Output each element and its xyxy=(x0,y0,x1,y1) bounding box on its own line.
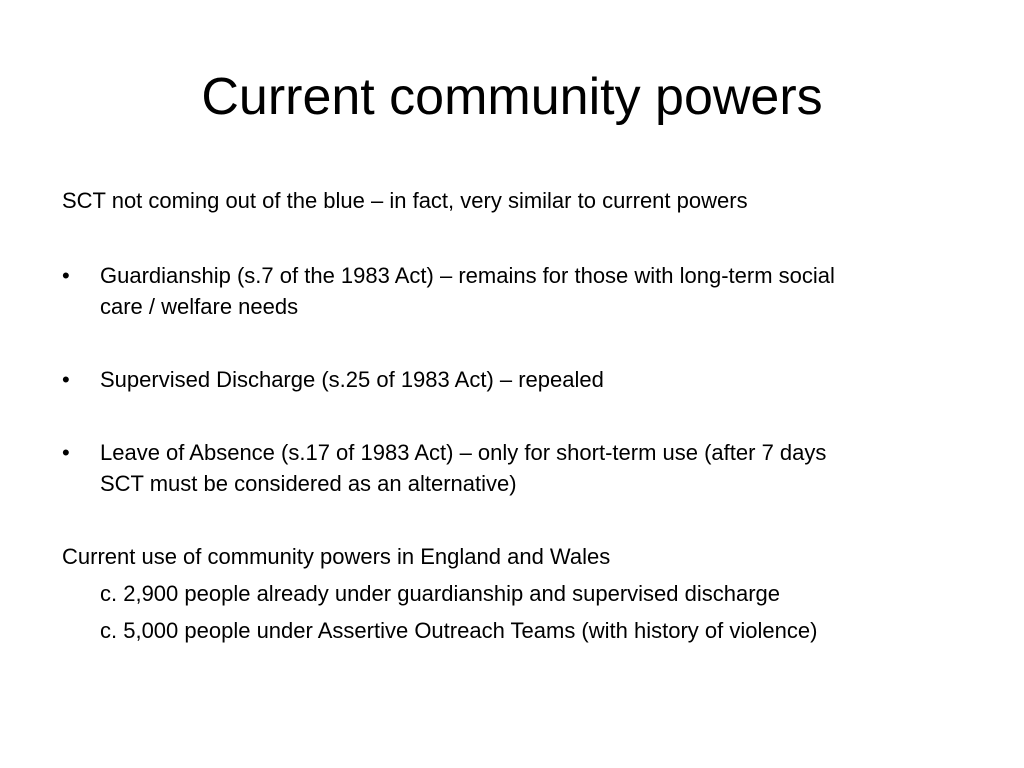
usage-item-outreach-count: c. 5,000 people under Assertive Outreach Teams (with history of violence) xyxy=(100,618,818,643)
usage-item-guardianship-count: c. 2,900 people already under guardianship and supervised discharge xyxy=(100,581,781,606)
bullet-mark: • xyxy=(62,440,70,465)
bullet-text xyxy=(100,437,980,499)
bullet-mark: • xyxy=(62,367,70,392)
bullet-text xyxy=(100,260,980,322)
slide-title: Current community powers xyxy=(201,68,823,126)
bullet-line: Guardianship (s.7 of the 1983 Act) – remains for those with long-term social xyxy=(100,263,835,288)
intro-text: SCT not coming out of the blue – in fact, very similar to current powers xyxy=(62,188,748,213)
bullet-mark: • xyxy=(62,263,70,288)
bullet-line: care / welfare needs xyxy=(100,294,299,319)
bullet-line: Supervised Discharge (s.25 of 1983 Act) – repealed xyxy=(100,367,604,392)
bullet-line: SCT must be considered as an alternative) xyxy=(100,471,517,496)
bullet-text xyxy=(100,364,980,395)
usage-heading: Current use of community powers in England and Wales xyxy=(62,544,611,569)
bullet-line: Leave of Absence (s.17 of 1983 Act) – only for short-term use (after 7 days xyxy=(100,440,827,465)
